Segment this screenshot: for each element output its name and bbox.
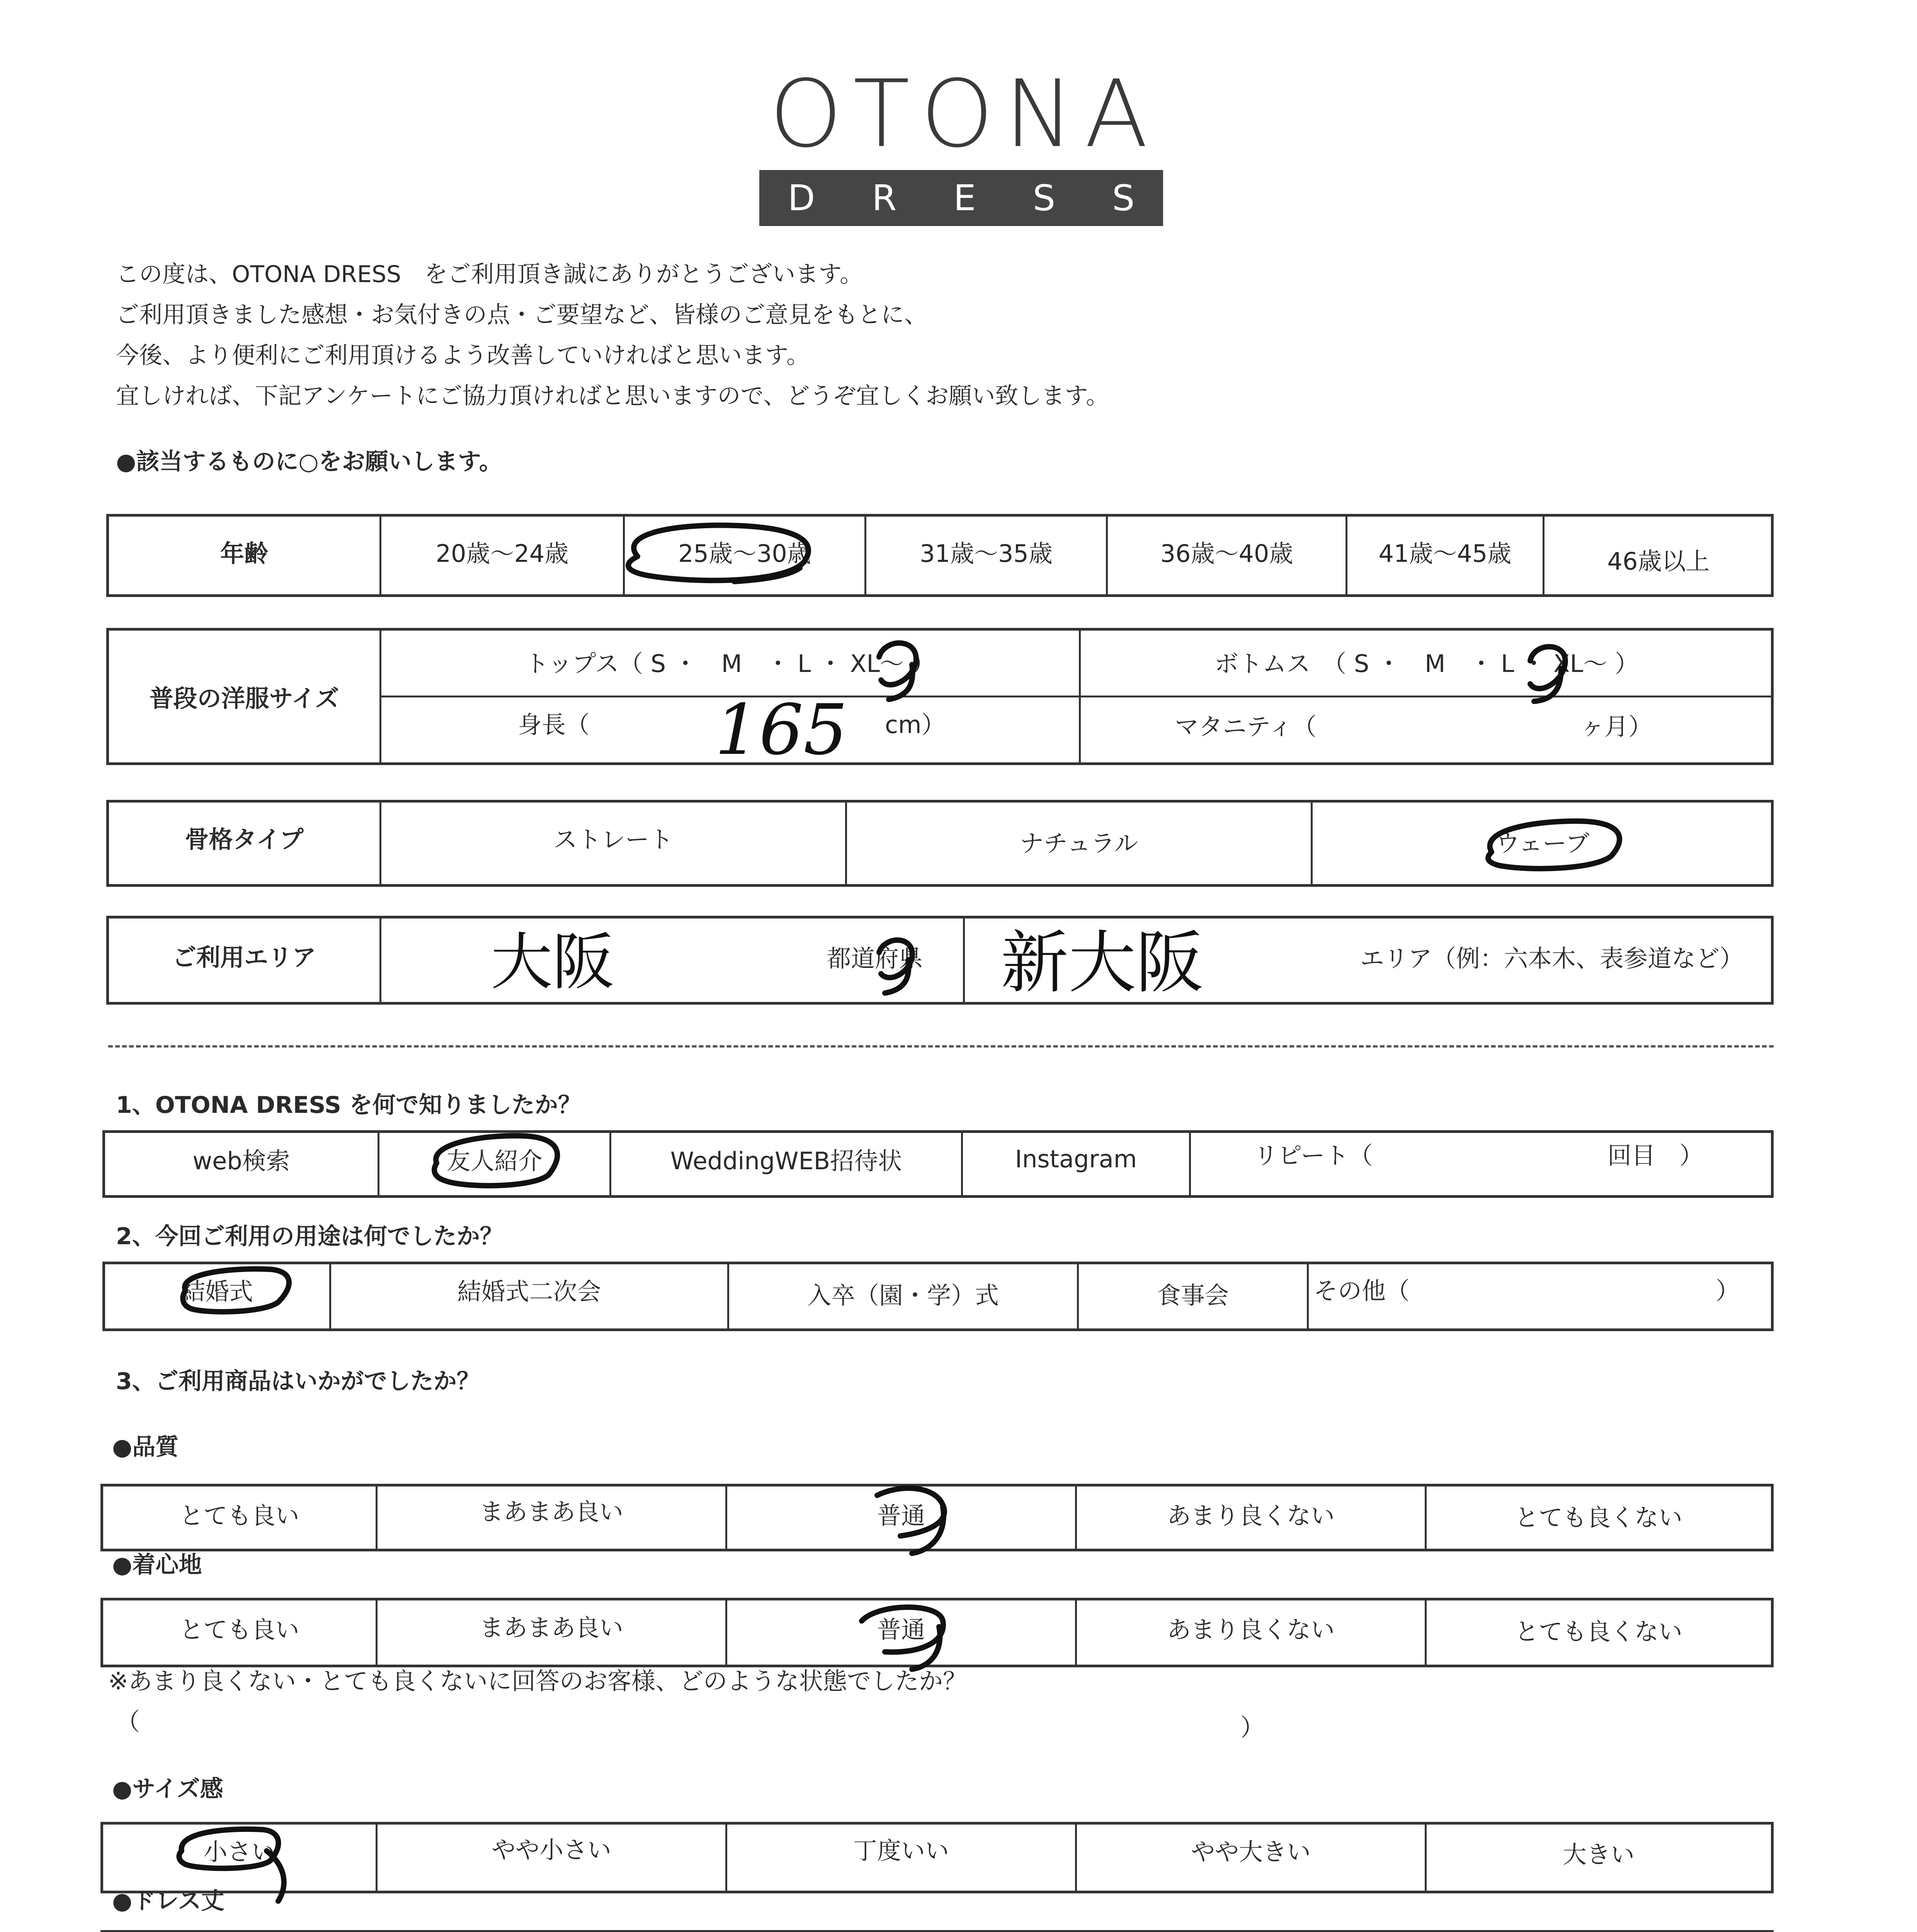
quality-option-selected[interactable]: 普通 <box>877 1501 925 1530</box>
quality-table <box>100 1484 1774 1551</box>
q3-title: 3、ご利用商品はいかがでしたか？ <box>116 1368 480 1395</box>
size-option-selected[interactable]: 小さい <box>203 1837 276 1866</box>
age-option[interactable]: 31歳～35歳 <box>920 539 1053 568</box>
bad-note: ※あまり良くない・とても良くないに回答のお客様、どのような状態でしたか？ <box>108 1667 967 1695</box>
q1-title: 1、OTONA DRESS を何で知りましたか？ <box>116 1092 581 1119</box>
bad-paren-close: ） <box>1240 1713 1265 1742</box>
quality-option[interactable]: まあまあ良い <box>479 1497 623 1526</box>
q1-option[interactable]: WeddingWEB招待状 <box>670 1147 902 1175</box>
quality-option[interactable]: とても良い <box>179 1501 299 1530</box>
q2-title: 2、今回ご利用の用途は何でしたか？ <box>116 1223 503 1250</box>
size-option[interactable]: やや小さい <box>491 1835 611 1864</box>
logo-wordmark: OTONA <box>769 60 1159 168</box>
quality-label: ●品質 <box>112 1434 179 1461</box>
comfort-option[interactable]: あまり良くない <box>1167 1615 1335 1644</box>
logo-letter: S <box>1112 177 1135 219</box>
q2-option-selected[interactable]: 結婚式 <box>181 1277 253 1306</box>
q1-repeat-suffix: 回目 ） <box>1607 1141 1704 1170</box>
clothing-size-table <box>106 628 1774 770</box>
area-hint: エリア（例：六本木、表参道など） <box>1360 944 1744 973</box>
size-option[interactable]: 丁度いい <box>853 1837 949 1865</box>
maternity-prefix: マタニティ（ <box>1175 713 1317 741</box>
body-type-option[interactable]: ストレート <box>553 825 673 854</box>
body-type-option-selected[interactable]: ウェーブ <box>1495 829 1590 857</box>
bottoms-size-options[interactable]: ボトムス （ S ・ M ・ L ・ XL～ ） <box>1214 649 1639 678</box>
intro-line: 今後、より便利にご利用頂けるよう改善していければと思います。 <box>116 342 810 369</box>
q1-option-selected[interactable]: 友人紹介 <box>446 1147 543 1175</box>
size-label: ●サイズ感 <box>112 1776 223 1803</box>
age-option[interactable]: 41歳～45歳 <box>1378 539 1512 568</box>
length-label: ●ドレス丈 <box>112 1888 225 1915</box>
age-table <box>106 514 1774 597</box>
q2-table <box>102 1262 1774 1331</box>
prefecture-value[interactable]: 大阪 <box>491 926 615 998</box>
size-option[interactable]: やや大きい <box>1191 1837 1311 1866</box>
age-option[interactable]: 46歳以上 <box>1607 547 1710 575</box>
q1-option[interactable]: Instagram <box>1015 1145 1137 1173</box>
comfort-option[interactable]: とても良い <box>179 1615 299 1644</box>
maternity-suffix: ヶ月） <box>1580 713 1653 741</box>
age-option-selected[interactable]: 25歳～30歳 <box>678 539 811 568</box>
height-prefix: 身長（ <box>518 711 590 739</box>
body-type-label: 骨格タイプ <box>185 825 304 854</box>
q2-other-suffix: ） <box>1716 1277 1740 1305</box>
section-divider <box>108 1045 1774 1048</box>
comfort-option[interactable]: まあまあ良い <box>479 1613 623 1642</box>
bad-paren-open: （ <box>116 1708 140 1736</box>
prefecture-suffix: 都道府県 <box>827 944 923 973</box>
body-type-option[interactable]: ナチュラル <box>1019 829 1138 857</box>
body-type-table <box>106 800 1774 887</box>
intro-line: 宜しければ、下記アンケートにご協力頂ければと思いますので、どうぞ宜しくお願い致します。 <box>116 383 1109 410</box>
intro-line: この度は、OTONA DRESS をご利用頂き誠にありがとうございます。 <box>116 261 863 288</box>
q2-other-prefix: その他（ <box>1314 1277 1410 1305</box>
length-table <box>100 1930 1774 1932</box>
age-option[interactable]: 20歳～24歳 <box>435 539 569 568</box>
quality-option[interactable]: あまり良くない <box>1167 1501 1335 1530</box>
logo-letter: R <box>872 177 897 219</box>
q2-option[interactable]: 入卒（園・学）式 <box>807 1281 999 1310</box>
clothing-size-label: 普段の洋服サイズ <box>149 684 339 713</box>
quality-option[interactable]: とても良くない <box>1514 1503 1682 1532</box>
logo-letter: D <box>788 177 815 219</box>
q1-option[interactable]: web検索 <box>192 1147 290 1175</box>
q1-repeat-prefix: リピート（ <box>1254 1141 1373 1170</box>
instruction: ●該当するものに○をお願いします。 <box>116 448 502 475</box>
logo-letter: E <box>953 177 976 219</box>
area-label: ご利用エリア <box>172 943 316 971</box>
height-value[interactable]: 165 <box>715 690 848 770</box>
comfort-table <box>100 1598 1774 1667</box>
size-table <box>100 1822 1774 1893</box>
comfort-label: ●着心地 <box>112 1551 202 1578</box>
q2-option[interactable]: 食事会 <box>1157 1281 1229 1310</box>
height-suffix: cm） <box>885 711 946 739</box>
comfort-option[interactable]: とても良くない <box>1514 1617 1682 1646</box>
logo-letter: S <box>1032 177 1055 219</box>
q1-table <box>102 1130 1774 1198</box>
area-value[interactable]: 新大阪 <box>1001 924 1204 1002</box>
intro-line: ご利用頂きました感想・お気付きの点・ご要望など、皆様のご意見をもとに、 <box>116 301 927 328</box>
tops-size-options[interactable]: トップス（ S ・ M ・ L ・ XL～ ） <box>525 649 936 678</box>
comfort-option-selected[interactable]: 普通 <box>877 1615 925 1644</box>
age-label: 年齢 <box>220 539 268 568</box>
q2-option[interactable]: 結婚式二次会 <box>457 1277 601 1306</box>
age-option[interactable]: 36歳～40歳 <box>1160 539 1293 568</box>
size-option[interactable]: 大きい <box>1562 1840 1635 1869</box>
logo-dress-band <box>759 170 1163 226</box>
